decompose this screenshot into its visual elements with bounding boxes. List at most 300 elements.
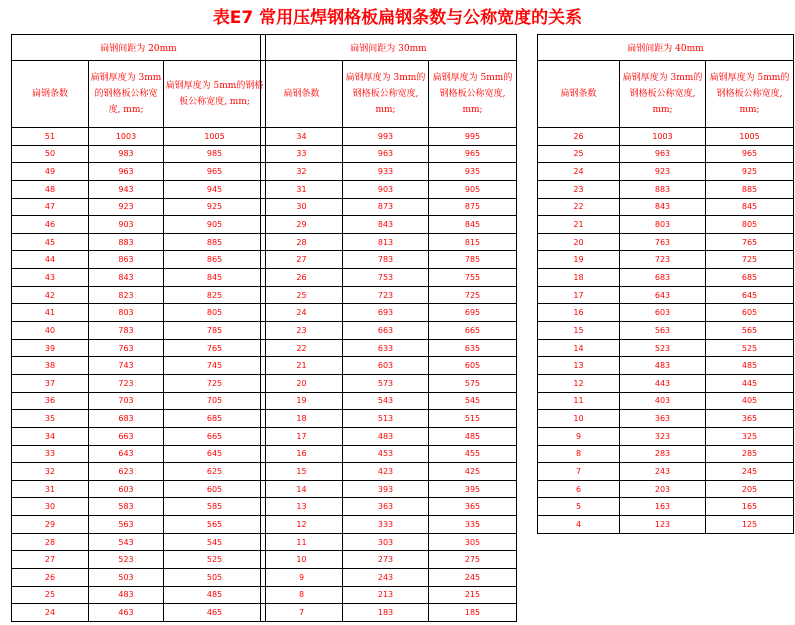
width-3mm-header: 扁钢厚度为 3mm的钢格板公称宽度, mm; [620,61,706,128]
width-3mm-cell: 573 [343,374,429,392]
table-row [261,128,517,146]
width-5mm-cell: 825 [164,286,266,304]
width-5mm-cell: 705 [164,392,266,410]
width-5mm-header: 扁钢厚度为 5mm的钢格板公称宽度, mm; [429,61,517,128]
strip-count-cell: 20 [261,374,343,392]
strip-count-cell: 30 [12,498,89,516]
table-row [261,586,517,604]
spacing-40mm-table [537,34,794,534]
strip-count-cell: 29 [12,516,89,534]
strip-count-cell: 25 [538,145,620,163]
table-row [538,198,794,216]
width-5mm-cell: 205 [706,480,794,498]
width-5mm-cell: 845 [429,216,517,234]
strip-count-cell: 42 [12,286,89,304]
width-3mm-cell: 943 [89,180,164,198]
strip-count-cell: 45 [12,233,89,251]
width-5mm-cell: 875 [429,198,517,216]
width-3mm-cell: 243 [620,463,706,481]
width-5mm-cell: 485 [706,357,794,375]
table-row [538,145,794,163]
strip-count-cell: 32 [261,163,343,181]
width-3mm-cell: 993 [343,128,429,146]
strip-count-cell: 13 [261,498,343,516]
strip-count-cell: 26 [538,128,620,146]
width-5mm-cell: 335 [429,516,517,534]
width-5mm-cell: 865 [164,251,266,269]
table-row [12,533,266,551]
table-row [538,392,794,410]
width-5mm-cell: 515 [429,410,517,428]
width-3mm-cell: 323 [620,427,706,445]
table-row [538,163,794,181]
strip-count-cell: 22 [261,339,343,357]
width-3mm-cell: 923 [620,163,706,181]
width-5mm-cell: 695 [429,304,517,322]
strip-count-cell: 13 [538,357,620,375]
width-5mm-cell: 805 [706,216,794,234]
spacing-30mm-table [260,34,517,622]
table-row [12,445,266,463]
width-3mm-cell: 463 [89,604,164,622]
strip-count-cell: 23 [261,322,343,340]
table-row [538,269,794,287]
table-row [12,480,266,498]
strip-count-cell: 35 [12,410,89,428]
strip-count-cell: 18 [538,269,620,287]
width-5mm-cell: 125 [706,516,794,534]
table-row [12,569,266,587]
strip-count-cell: 15 [538,322,620,340]
strip-count-cell: 12 [538,374,620,392]
width-3mm-cell: 423 [343,463,429,481]
width-3mm-cell: 443 [620,374,706,392]
table-row [261,427,517,445]
strip-count-cell: 6 [538,480,620,498]
strip-count-cell: 43 [12,269,89,287]
width-5mm-cell: 545 [429,392,517,410]
strip-count-cell: 16 [261,445,343,463]
table-row [538,357,794,375]
width-3mm-cell: 983 [89,145,164,163]
width-5mm-cell: 605 [706,304,794,322]
strip-count-cell: 50 [12,145,89,163]
width-5mm-cell: 995 [429,128,517,146]
table-row [538,463,794,481]
width-3mm-cell: 743 [89,357,164,375]
width-5mm-cell: 325 [706,427,794,445]
table-row [538,128,794,146]
width-5mm-cell: 745 [164,357,266,375]
strip-count-cell: 8 [538,445,620,463]
table-body [538,128,794,534]
strip-count-cell: 12 [261,516,343,534]
width-5mm-cell: 785 [164,322,266,340]
strip-count-cell: 51 [12,128,89,146]
strip-count-cell: 49 [12,163,89,181]
width-3mm-cell: 513 [343,410,429,428]
table-row [261,233,517,251]
table-row [261,357,517,375]
width-5mm-cell: 905 [429,180,517,198]
table-row [261,498,517,516]
width-3mm-cell: 543 [343,392,429,410]
strip-count-cell: 10 [261,551,343,569]
width-3mm-cell: 663 [343,322,429,340]
table-row [261,145,517,163]
width-5mm-cell: 645 [706,286,794,304]
strip-count-cell: 25 [261,286,343,304]
strip-count-cell: 4 [538,516,620,534]
strip-count-cell: 20 [538,233,620,251]
width-3mm-cell: 623 [89,463,164,481]
table-row [261,286,517,304]
table-row [261,163,517,181]
width-5mm-cell: 945 [164,180,266,198]
table-body [261,128,517,622]
strip-count-cell: 21 [261,357,343,375]
strip-count-cell: 5 [538,498,620,516]
table-row [12,551,266,569]
table-row [538,339,794,357]
strip-count-cell: 33 [261,145,343,163]
width-5mm-cell: 525 [164,551,266,569]
width-5mm-cell: 665 [429,322,517,340]
width-5mm-cell: 1005 [164,128,266,146]
width-3mm-cell: 813 [343,233,429,251]
strip-count-cell: 36 [12,392,89,410]
width-5mm-cell: 545 [164,533,266,551]
strip-count-cell: 28 [12,533,89,551]
width-3mm-cell: 643 [620,286,706,304]
table-row [12,427,266,445]
strip-count-cell: 38 [12,357,89,375]
width-3mm-cell: 203 [620,480,706,498]
width-5mm-cell: 625 [164,463,266,481]
width-3mm-cell: 563 [89,516,164,534]
table-row [538,180,794,198]
strip-count-cell: 48 [12,180,89,198]
table-row [261,304,517,322]
width-5mm-cell: 485 [429,427,517,445]
strip-count-cell: 39 [12,339,89,357]
width-3mm-cell: 183 [343,604,429,622]
strip-count-cell: 27 [12,551,89,569]
width-5mm-cell: 685 [706,269,794,287]
table-row [261,339,517,357]
strip-count-header: 扁钢条数 [12,61,89,128]
width-5mm-cell: 815 [429,233,517,251]
strip-count-cell: 32 [12,463,89,481]
strip-count-cell: 22 [538,198,620,216]
table-row [261,410,517,428]
width-3mm-cell: 663 [89,427,164,445]
width-3mm-cell: 803 [620,216,706,234]
width-5mm-cell: 635 [429,339,517,357]
width-5mm-header: 扁钢厚度为 5mm的钢格板公称宽度, mm; [164,61,266,128]
width-3mm-cell: 303 [343,533,429,551]
width-3mm-cell: 783 [343,251,429,269]
table-row [12,357,266,375]
table-row [538,516,794,534]
width-3mm-cell: 393 [343,480,429,498]
table-row [12,410,266,428]
width-5mm-cell: 965 [429,145,517,163]
width-5mm-cell: 425 [429,463,517,481]
strip-count-cell: 19 [538,251,620,269]
table-row [12,339,266,357]
width-5mm-cell: 395 [429,480,517,498]
table-row [261,216,517,234]
width-3mm-cell: 933 [343,163,429,181]
table-row [12,604,266,622]
table-row [261,322,517,340]
width-3mm-cell: 523 [620,339,706,357]
width-5mm-cell: 215 [429,586,517,604]
table-row [12,322,266,340]
strip-count-cell: 14 [261,480,343,498]
page-title: 表E7 常用压焊钢格板扁钢条数与公称宽度的关系 [212,8,583,28]
table-row [12,163,266,181]
table-row [261,569,517,587]
width-5mm-cell: 575 [429,374,517,392]
width-3mm-cell: 603 [343,357,429,375]
strip-count-cell: 21 [538,216,620,234]
width-3mm-cell: 563 [620,322,706,340]
table-row [261,480,517,498]
width-5mm-header: 扁钢厚度为 5mm的钢格板公称宽度, mm; [706,61,794,128]
table-row [12,128,266,146]
width-3mm-cell: 883 [620,180,706,198]
width-5mm-cell: 245 [706,463,794,481]
table-row [261,533,517,551]
width-3mm-cell: 363 [620,410,706,428]
width-3mm-cell: 693 [343,304,429,322]
strip-count-cell: 11 [261,533,343,551]
width-3mm-cell: 803 [89,304,164,322]
width-5mm-cell: 185 [429,604,517,622]
width-5mm-cell: 925 [706,163,794,181]
width-3mm-cell: 763 [620,233,706,251]
width-5mm-cell: 505 [164,569,266,587]
width-3mm-cell: 843 [89,269,164,287]
width-5mm-cell: 365 [429,498,517,516]
width-3mm-cell: 483 [620,357,706,375]
width-5mm-cell: 845 [164,269,266,287]
table-row [12,374,266,392]
table-row [261,551,517,569]
width-3mm-cell: 963 [620,145,706,163]
strip-count-cell: 16 [538,304,620,322]
strip-count-cell: 23 [538,180,620,198]
width-3mm-cell: 213 [343,586,429,604]
width-3mm-cell: 363 [343,498,429,516]
table-row [12,216,266,234]
strip-count-cell: 37 [12,374,89,392]
strip-count-cell: 11 [538,392,620,410]
width-3mm-cell: 703 [89,392,164,410]
width-5mm-cell: 405 [706,392,794,410]
width-3mm-header: 扁钢厚度为 3mm的钢格板公称宽度, mm; [89,61,164,128]
width-3mm-cell: 963 [343,145,429,163]
strip-count-cell: 24 [538,163,620,181]
width-5mm-cell: 165 [706,498,794,516]
table-row [12,251,266,269]
width-5mm-cell: 605 [164,480,266,498]
strip-count-cell: 34 [261,128,343,146]
width-3mm-cell: 163 [620,498,706,516]
width-3mm-cell: 243 [343,569,429,587]
width-5mm-cell: 275 [429,551,517,569]
width-5mm-cell: 1005 [706,128,794,146]
width-5mm-cell: 485 [164,586,266,604]
table-row [261,269,517,287]
strip-count-cell: 9 [261,569,343,587]
width-3mm-cell: 753 [343,269,429,287]
width-5mm-cell: 585 [164,498,266,516]
table-row [12,233,266,251]
width-5mm-cell: 685 [164,410,266,428]
strip-count-cell: 7 [261,604,343,622]
width-5mm-cell: 665 [164,427,266,445]
width-5mm-cell: 525 [706,339,794,357]
width-3mm-cell: 643 [89,445,164,463]
strip-count-cell: 30 [261,198,343,216]
strip-count-cell: 26 [261,269,343,287]
strip-count-cell: 8 [261,586,343,604]
strip-count-header: 扁钢条数 [261,61,343,128]
table-row [538,480,794,498]
table-row [12,392,266,410]
table-row [12,269,266,287]
spacing-header: 扁钢间距为 20mm [12,35,266,61]
table-row [538,374,794,392]
table-row [538,322,794,340]
table-row [538,304,794,322]
spacing-20mm-table [11,34,266,622]
width-5mm-cell: 985 [164,145,266,163]
width-5mm-cell: 805 [164,304,266,322]
width-5mm-cell: 755 [429,269,517,287]
width-5mm-cell: 765 [706,233,794,251]
table-row [261,445,517,463]
table-row [261,516,517,534]
strip-count-cell: 25 [12,586,89,604]
table-row [261,180,517,198]
strip-count-cell: 18 [261,410,343,428]
strip-count-cell: 15 [261,463,343,481]
width-5mm-cell: 455 [429,445,517,463]
strip-count-cell: 17 [538,286,620,304]
width-3mm-cell: 683 [620,269,706,287]
width-3mm-header: 扁钢厚度为 3mm的钢格板公称宽度, mm; [343,61,429,128]
strip-count-cell: 31 [12,480,89,498]
width-3mm-cell: 1003 [89,128,164,146]
table-row [12,463,266,481]
strip-count-cell: 9 [538,427,620,445]
width-5mm-cell: 725 [706,251,794,269]
width-3mm-cell: 483 [343,427,429,445]
strip-count-cell: 7 [538,463,620,481]
table-row [538,233,794,251]
width-5mm-cell: 725 [164,374,266,392]
width-5mm-cell: 305 [429,533,517,551]
width-5mm-cell: 905 [164,216,266,234]
table-row [538,445,794,463]
strip-count-cell: 40 [12,322,89,340]
width-5mm-cell: 785 [429,251,517,269]
table-row [261,392,517,410]
width-3mm-cell: 1003 [620,128,706,146]
width-5mm-cell: 465 [164,604,266,622]
width-3mm-cell: 283 [620,445,706,463]
width-5mm-cell: 935 [429,163,517,181]
strip-count-cell: 44 [12,251,89,269]
table-row [12,145,266,163]
strip-count-cell: 33 [12,445,89,463]
table-row [12,198,266,216]
table-row [261,604,517,622]
strip-count-cell: 46 [12,216,89,234]
table-row [538,216,794,234]
strip-count-cell: 31 [261,180,343,198]
width-3mm-cell: 763 [89,339,164,357]
table-row [261,251,517,269]
table-row [538,410,794,428]
width-5mm-cell: 605 [429,357,517,375]
strip-count-cell: 24 [261,304,343,322]
width-3mm-cell: 723 [89,374,164,392]
width-5mm-cell: 245 [429,569,517,587]
width-3mm-cell: 723 [343,286,429,304]
width-3mm-cell: 403 [620,392,706,410]
strip-count-cell: 28 [261,233,343,251]
width-5mm-cell: 365 [706,410,794,428]
width-5mm-cell: 765 [164,339,266,357]
width-3mm-cell: 583 [89,498,164,516]
width-3mm-cell: 903 [89,216,164,234]
table-row [538,251,794,269]
strip-count-cell: 27 [261,251,343,269]
table-row [538,498,794,516]
table-row [12,498,266,516]
strip-count-cell: 41 [12,304,89,322]
width-3mm-cell: 453 [343,445,429,463]
table-row [12,586,266,604]
strip-count-cell: 26 [12,569,89,587]
width-3mm-cell: 963 [89,163,164,181]
spacing-header: 扁钢间距为 30mm [261,35,517,61]
table-row [261,198,517,216]
width-5mm-cell: 925 [164,198,266,216]
width-5mm-cell: 965 [706,145,794,163]
strip-count-cell: 19 [261,392,343,410]
width-3mm-cell: 273 [343,551,429,569]
width-3mm-cell: 883 [89,233,164,251]
strip-count-cell: 24 [12,604,89,622]
width-3mm-cell: 683 [89,410,164,428]
width-3mm-cell: 523 [89,551,164,569]
width-3mm-cell: 723 [620,251,706,269]
strip-count-cell: 29 [261,216,343,234]
width-3mm-cell: 333 [343,516,429,534]
width-5mm-cell: 285 [706,445,794,463]
width-3mm-cell: 783 [89,322,164,340]
width-3mm-cell: 633 [343,339,429,357]
width-3mm-cell: 503 [89,569,164,587]
strip-count-cell: 10 [538,410,620,428]
strip-count-cell: 17 [261,427,343,445]
